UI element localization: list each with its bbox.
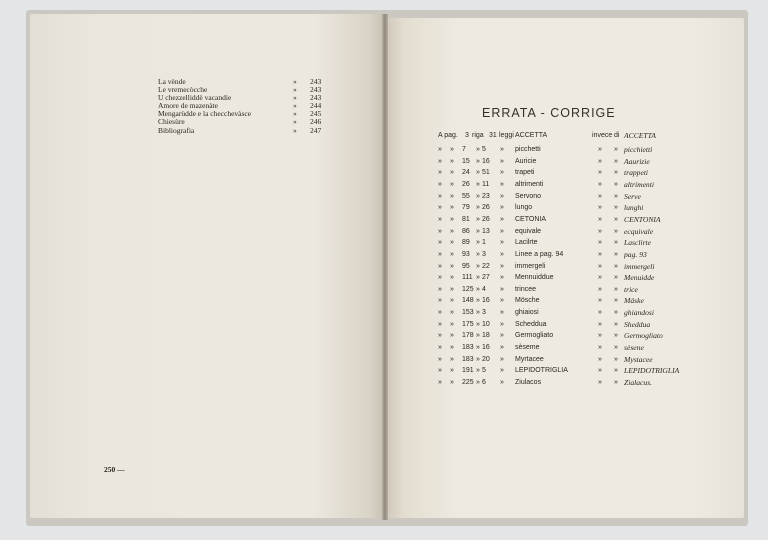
errata-q4: » bbox=[500, 320, 504, 328]
errata-q5: » bbox=[598, 285, 602, 293]
errata-q5: » bbox=[598, 297, 602, 305]
errata-q3: » bbox=[476, 379, 480, 386]
errata-q6: » bbox=[614, 332, 618, 340]
header-riga: riga bbox=[472, 132, 484, 139]
errata-q4: » bbox=[500, 285, 504, 293]
errata-q5: » bbox=[598, 169, 602, 177]
errata-q1: » bbox=[438, 297, 442, 305]
errata-q6: » bbox=[614, 227, 618, 235]
errata-q3: » bbox=[476, 239, 480, 247]
errata-q1: » bbox=[438, 215, 442, 223]
errata-page: 125 bbox=[462, 285, 474, 293]
errata-q4: » bbox=[500, 227, 504, 235]
toc-entry-page: 243 bbox=[310, 77, 322, 86]
errata-q5: » bbox=[598, 146, 602, 153]
toc-entry-mark: » bbox=[293, 101, 297, 111]
errata-page: 148 bbox=[462, 297, 474, 305]
errata-q6: » bbox=[614, 367, 618, 375]
toc-entry-page: 247 bbox=[310, 125, 322, 135]
errata-q6: » bbox=[614, 250, 618, 258]
errata-q4: » bbox=[500, 146, 504, 153]
errata-q3: » bbox=[476, 320, 480, 328]
errata-line: 11 bbox=[482, 180, 490, 188]
errata-q2: » bbox=[450, 274, 454, 282]
errata-q3: » bbox=[476, 344, 480, 352]
errata-right: LEPIDOTRIGLIA bbox=[624, 366, 680, 376]
errata-page: 89 bbox=[462, 239, 470, 247]
errata-wrong: Linee a pag. 94 bbox=[515, 250, 564, 258]
errata-q3: » bbox=[476, 332, 480, 340]
errata-q5: » bbox=[598, 180, 602, 188]
errata-q6: » bbox=[614, 262, 618, 270]
errata-right: picchietti bbox=[624, 145, 653, 154]
errata-q2: » bbox=[450, 204, 454, 212]
errata-q2: » bbox=[450, 355, 454, 363]
errata-q4: » bbox=[500, 192, 504, 200]
header-page: 3 bbox=[465, 132, 469, 139]
errata-q5: » bbox=[598, 344, 602, 352]
errata-q6: » bbox=[614, 146, 618, 153]
header-apag: A pag. bbox=[438, 132, 458, 139]
errata-page: 81 bbox=[462, 215, 470, 223]
errata-q6: » bbox=[614, 169, 618, 177]
header-line: 31 bbox=[489, 132, 497, 139]
errata-line: 51 bbox=[482, 169, 490, 177]
errata-line: 5 bbox=[482, 367, 486, 375]
toc-entry-page: 243 bbox=[310, 93, 322, 103]
errata-q4: » bbox=[500, 180, 504, 188]
errata-right: altrimenti bbox=[624, 179, 654, 189]
errata-q3: » bbox=[476, 204, 480, 212]
errata-q3: » bbox=[476, 297, 480, 305]
errata-page: 111 bbox=[462, 274, 473, 282]
errata-right: ecquivale bbox=[624, 226, 654, 236]
errata-wrong: Servono bbox=[515, 192, 542, 200]
errata-q2: » bbox=[450, 146, 454, 153]
errata-wrong: Mennuiddue bbox=[515, 274, 554, 282]
errata-q4: » bbox=[500, 379, 504, 386]
errata-q3: » bbox=[476, 215, 480, 223]
errata-right: Serve bbox=[624, 191, 641, 201]
errata-q1: » bbox=[438, 157, 442, 165]
errata-line: 6 bbox=[482, 379, 486, 386]
errata-right: immergeli bbox=[624, 261, 655, 271]
errata-page: 24 bbox=[462, 169, 470, 177]
errata-wrong: lungo bbox=[515, 204, 533, 212]
errata-q2: » bbox=[450, 215, 454, 223]
errata-wrong: equivale bbox=[515, 227, 542, 235]
errata-q3: » bbox=[476, 355, 480, 363]
errata-q2: » bbox=[450, 285, 454, 293]
errata-q6: » bbox=[614, 274, 618, 282]
errata-q3: » bbox=[476, 285, 480, 293]
errata-q4: » bbox=[500, 309, 504, 317]
errata-q6: » bbox=[614, 320, 618, 328]
errata-wrong: Ziulacos bbox=[515, 379, 542, 386]
errata-line: 26 bbox=[482, 204, 490, 212]
errata-right: Lasclirte bbox=[624, 238, 652, 248]
errata-page: 79 bbox=[462, 204, 470, 212]
errata-q4: » bbox=[500, 239, 504, 247]
errata-q6: » bbox=[614, 239, 618, 247]
errata-q3: » bbox=[476, 227, 480, 235]
errata-q4: » bbox=[500, 344, 504, 352]
errata-q2: » bbox=[450, 379, 454, 386]
errata-q4: » bbox=[500, 169, 504, 177]
toc-entry-mark: » bbox=[293, 109, 297, 119]
toc-entry-page: 245 bbox=[310, 109, 322, 119]
errata-wrong: Mösche bbox=[515, 297, 540, 305]
errata-q1: » bbox=[438, 180, 442, 188]
toc-entry-title: Amore de mazenàte bbox=[158, 101, 218, 111]
errata-q2: » bbox=[450, 309, 454, 317]
errata-q1: » bbox=[438, 250, 442, 258]
errata-q5: » bbox=[598, 367, 602, 375]
header-correct: ACCETTA bbox=[624, 131, 656, 140]
errata-wrong: immergeli bbox=[515, 262, 546, 270]
errata-right: trappeti bbox=[624, 168, 649, 178]
errata-right: CENTONIA bbox=[624, 214, 661, 224]
errata-q6: » bbox=[614, 355, 618, 363]
errata-right: sèsene bbox=[624, 343, 644, 353]
errata-line: 16 bbox=[482, 157, 490, 165]
errata-right: trice bbox=[624, 284, 638, 294]
errata-q5: » bbox=[598, 215, 602, 223]
errata-q2: » bbox=[450, 262, 454, 270]
errata-q1: » bbox=[438, 320, 442, 328]
toc-entry-mark: » bbox=[293, 77, 297, 86]
toc-entry-title: Bibliografia bbox=[158, 125, 195, 135]
errata-page: 225 bbox=[462, 379, 474, 386]
errata-q2: » bbox=[450, 180, 454, 188]
errata-q6: » bbox=[614, 204, 618, 212]
errata-q1: » bbox=[438, 344, 442, 352]
errata-q6: » bbox=[614, 157, 618, 165]
page-number: 250 — bbox=[104, 465, 125, 474]
errata-q2: » bbox=[450, 367, 454, 375]
errata-q3: » bbox=[476, 274, 480, 282]
errata-q5: » bbox=[598, 309, 602, 317]
errata-right: pag. 93 bbox=[624, 249, 647, 259]
header-di: di bbox=[614, 132, 620, 139]
errata-page: 183 bbox=[462, 355, 474, 363]
errata-right: Mäske bbox=[624, 296, 644, 306]
errata-wrong: Scheddua bbox=[515, 320, 547, 328]
errata-q5: » bbox=[598, 227, 602, 235]
errata-page: 93 bbox=[462, 250, 470, 258]
errata-wrong: Lacilrte bbox=[515, 239, 538, 247]
toc-entry-title: Chiesùre bbox=[158, 117, 185, 127]
errata-q2: » bbox=[450, 344, 454, 352]
errata-line: 16 bbox=[482, 297, 490, 305]
toc-entry-mark: » bbox=[293, 85, 297, 95]
errata-q5: » bbox=[598, 192, 602, 200]
errata-q1: » bbox=[438, 332, 442, 340]
errata-right: Aaurizie bbox=[624, 156, 650, 166]
errata-q5: » bbox=[598, 204, 602, 212]
errata-q2: » bbox=[450, 250, 454, 258]
errata-page: 175 bbox=[462, 320, 474, 328]
errata-q1: » bbox=[438, 239, 442, 247]
errata-q4: » bbox=[500, 262, 504, 270]
errata-q4: » bbox=[500, 204, 504, 212]
errata-q3: » bbox=[476, 192, 480, 200]
errata-title: ERRATA - CORRIGE bbox=[482, 106, 616, 120]
errata-q1: » bbox=[438, 309, 442, 317]
errata-page: 26 bbox=[462, 180, 470, 188]
toc-entry-title: Mengarùdde e la checchevàsce bbox=[158, 109, 252, 119]
errata-wrong: CETONIA bbox=[515, 215, 546, 223]
errata-page: 86 bbox=[462, 227, 470, 235]
errata-q4: » bbox=[500, 250, 504, 258]
errata-q4: » bbox=[500, 355, 504, 363]
errata-page: 153 bbox=[462, 309, 474, 317]
header-leggi: leggi bbox=[499, 132, 514, 139]
errata-q3: » bbox=[476, 367, 480, 375]
errata-q2: » bbox=[450, 320, 454, 328]
errata-q1: » bbox=[438, 146, 442, 153]
errata-q1: » bbox=[438, 227, 442, 235]
errata-q5: » bbox=[598, 157, 602, 165]
errata-wrong: ghiaiosi bbox=[515, 309, 539, 317]
errata-q3: » bbox=[476, 146, 480, 153]
errata-q5: » bbox=[598, 262, 602, 270]
errata-q2: » bbox=[450, 192, 454, 200]
errata-page: 55 bbox=[462, 192, 470, 200]
errata-line: 16 bbox=[482, 344, 490, 352]
toc-entry-title: Le vremecòcche bbox=[158, 85, 208, 95]
toc-entry-mark: » bbox=[293, 125, 297, 135]
errata-q5: » bbox=[598, 239, 602, 247]
errata-q1: » bbox=[438, 169, 442, 177]
errata-page: 7 bbox=[462, 146, 466, 153]
toc-entry-page: 246 bbox=[310, 117, 322, 127]
toc-entry-mark: » bbox=[293, 93, 297, 103]
errata-q6: » bbox=[614, 344, 618, 352]
errata-q2: » bbox=[450, 157, 454, 165]
errata-q6: » bbox=[614, 379, 618, 386]
errata-q5: » bbox=[598, 250, 602, 258]
header-invece: invece bbox=[592, 132, 613, 139]
errata-q5: » bbox=[598, 320, 602, 328]
errata-wrong: Myrtacee bbox=[515, 355, 544, 363]
errata-q3: » bbox=[476, 262, 480, 270]
errata-q6: » bbox=[614, 297, 618, 305]
errata-q3: » bbox=[476, 180, 480, 188]
errata-q6: » bbox=[614, 180, 618, 188]
errata-wrong: trincee bbox=[515, 285, 537, 293]
toc-entry-title: U chezzelliddè vacandie bbox=[158, 93, 232, 103]
errata-wrong: LEPIDOTRIGLIA bbox=[515, 367, 568, 375]
errata-q4: » bbox=[500, 215, 504, 223]
errata-q4: » bbox=[500, 157, 504, 165]
errata-q6: » bbox=[614, 309, 618, 317]
errata-page: 15 bbox=[462, 157, 470, 165]
errata-q1: » bbox=[438, 274, 442, 282]
errata-q1: » bbox=[438, 367, 442, 375]
errata-q2: » bbox=[450, 169, 454, 177]
errata-line: 1 bbox=[482, 239, 486, 247]
errata-q1: » bbox=[438, 355, 442, 363]
errata-line: 3 bbox=[482, 250, 486, 258]
errata-line: 4 bbox=[482, 285, 486, 293]
errata-line: 22 bbox=[482, 262, 490, 270]
toc-entry-mark: » bbox=[293, 117, 297, 127]
toc-entry-page: 244 bbox=[310, 101, 322, 111]
errata-q3: » bbox=[476, 309, 480, 317]
errata-right: Sheddua bbox=[624, 319, 651, 329]
errata-wrong: picchetti bbox=[515, 146, 541, 153]
errata-line: 3 bbox=[482, 309, 486, 317]
errata-q3: » bbox=[476, 250, 480, 258]
errata-q2: » bbox=[450, 227, 454, 235]
errata-line: 27 bbox=[482, 274, 490, 282]
errata-q2: » bbox=[450, 297, 454, 305]
errata-line: 26 bbox=[482, 215, 490, 223]
errata-q1: » bbox=[438, 204, 442, 212]
errata-q2: » bbox=[450, 332, 454, 340]
errata-right: ghiandosi bbox=[624, 308, 654, 318]
errata-line: 23 bbox=[482, 192, 490, 200]
errata-wrong: Germogliato bbox=[515, 332, 554, 340]
errata-q4: » bbox=[500, 332, 504, 340]
errata-q6: » bbox=[614, 285, 618, 293]
errata-q1: » bbox=[438, 262, 442, 270]
errata-right: Zialacus. bbox=[624, 378, 653, 387]
errata-line: 10 bbox=[482, 320, 490, 328]
errata-page: 191 bbox=[462, 367, 474, 375]
errata-page: 183 bbox=[462, 344, 474, 352]
errata-q6: » bbox=[614, 215, 618, 223]
errata-right: Germogliato bbox=[624, 331, 663, 341]
toc-entry-page: 243 bbox=[310, 85, 322, 95]
errata-page: 95 bbox=[462, 262, 470, 270]
errata-q6: » bbox=[614, 192, 618, 200]
errata-line: 20 bbox=[482, 355, 490, 363]
errata-right: lunghi bbox=[624, 203, 644, 213]
errata-q5: » bbox=[598, 274, 602, 282]
errata-q1: » bbox=[438, 192, 442, 200]
errata-wrong: trapeti bbox=[515, 169, 535, 177]
errata-right: Mystacee bbox=[624, 354, 653, 364]
header-word: ACCETTA bbox=[515, 132, 548, 139]
errata-wrong: altrimenti bbox=[515, 180, 544, 188]
toc-entry-title: La vènde bbox=[158, 77, 186, 86]
errata-q5: » bbox=[598, 379, 602, 386]
errata-q3: » bbox=[476, 169, 480, 177]
errata-right: Menuidde bbox=[624, 273, 655, 283]
errata-q1: » bbox=[438, 285, 442, 293]
errata-wrong: sèseme bbox=[515, 344, 540, 352]
errata-wrong: Auricie bbox=[515, 157, 537, 165]
errata-line: 5 bbox=[482, 146, 486, 153]
errata-q4: » bbox=[500, 297, 504, 305]
errata-q5: » bbox=[598, 332, 602, 340]
errata-q5: » bbox=[598, 355, 602, 363]
errata-q4: » bbox=[500, 274, 504, 282]
errata-q1: » bbox=[438, 379, 442, 386]
errata-page: 178 bbox=[462, 332, 474, 340]
errata-line: 13 bbox=[482, 227, 490, 235]
errata-q3: » bbox=[476, 157, 480, 165]
errata-q4: » bbox=[500, 367, 504, 375]
errata-line: 18 bbox=[482, 332, 490, 340]
errata-q2: » bbox=[450, 239, 454, 247]
